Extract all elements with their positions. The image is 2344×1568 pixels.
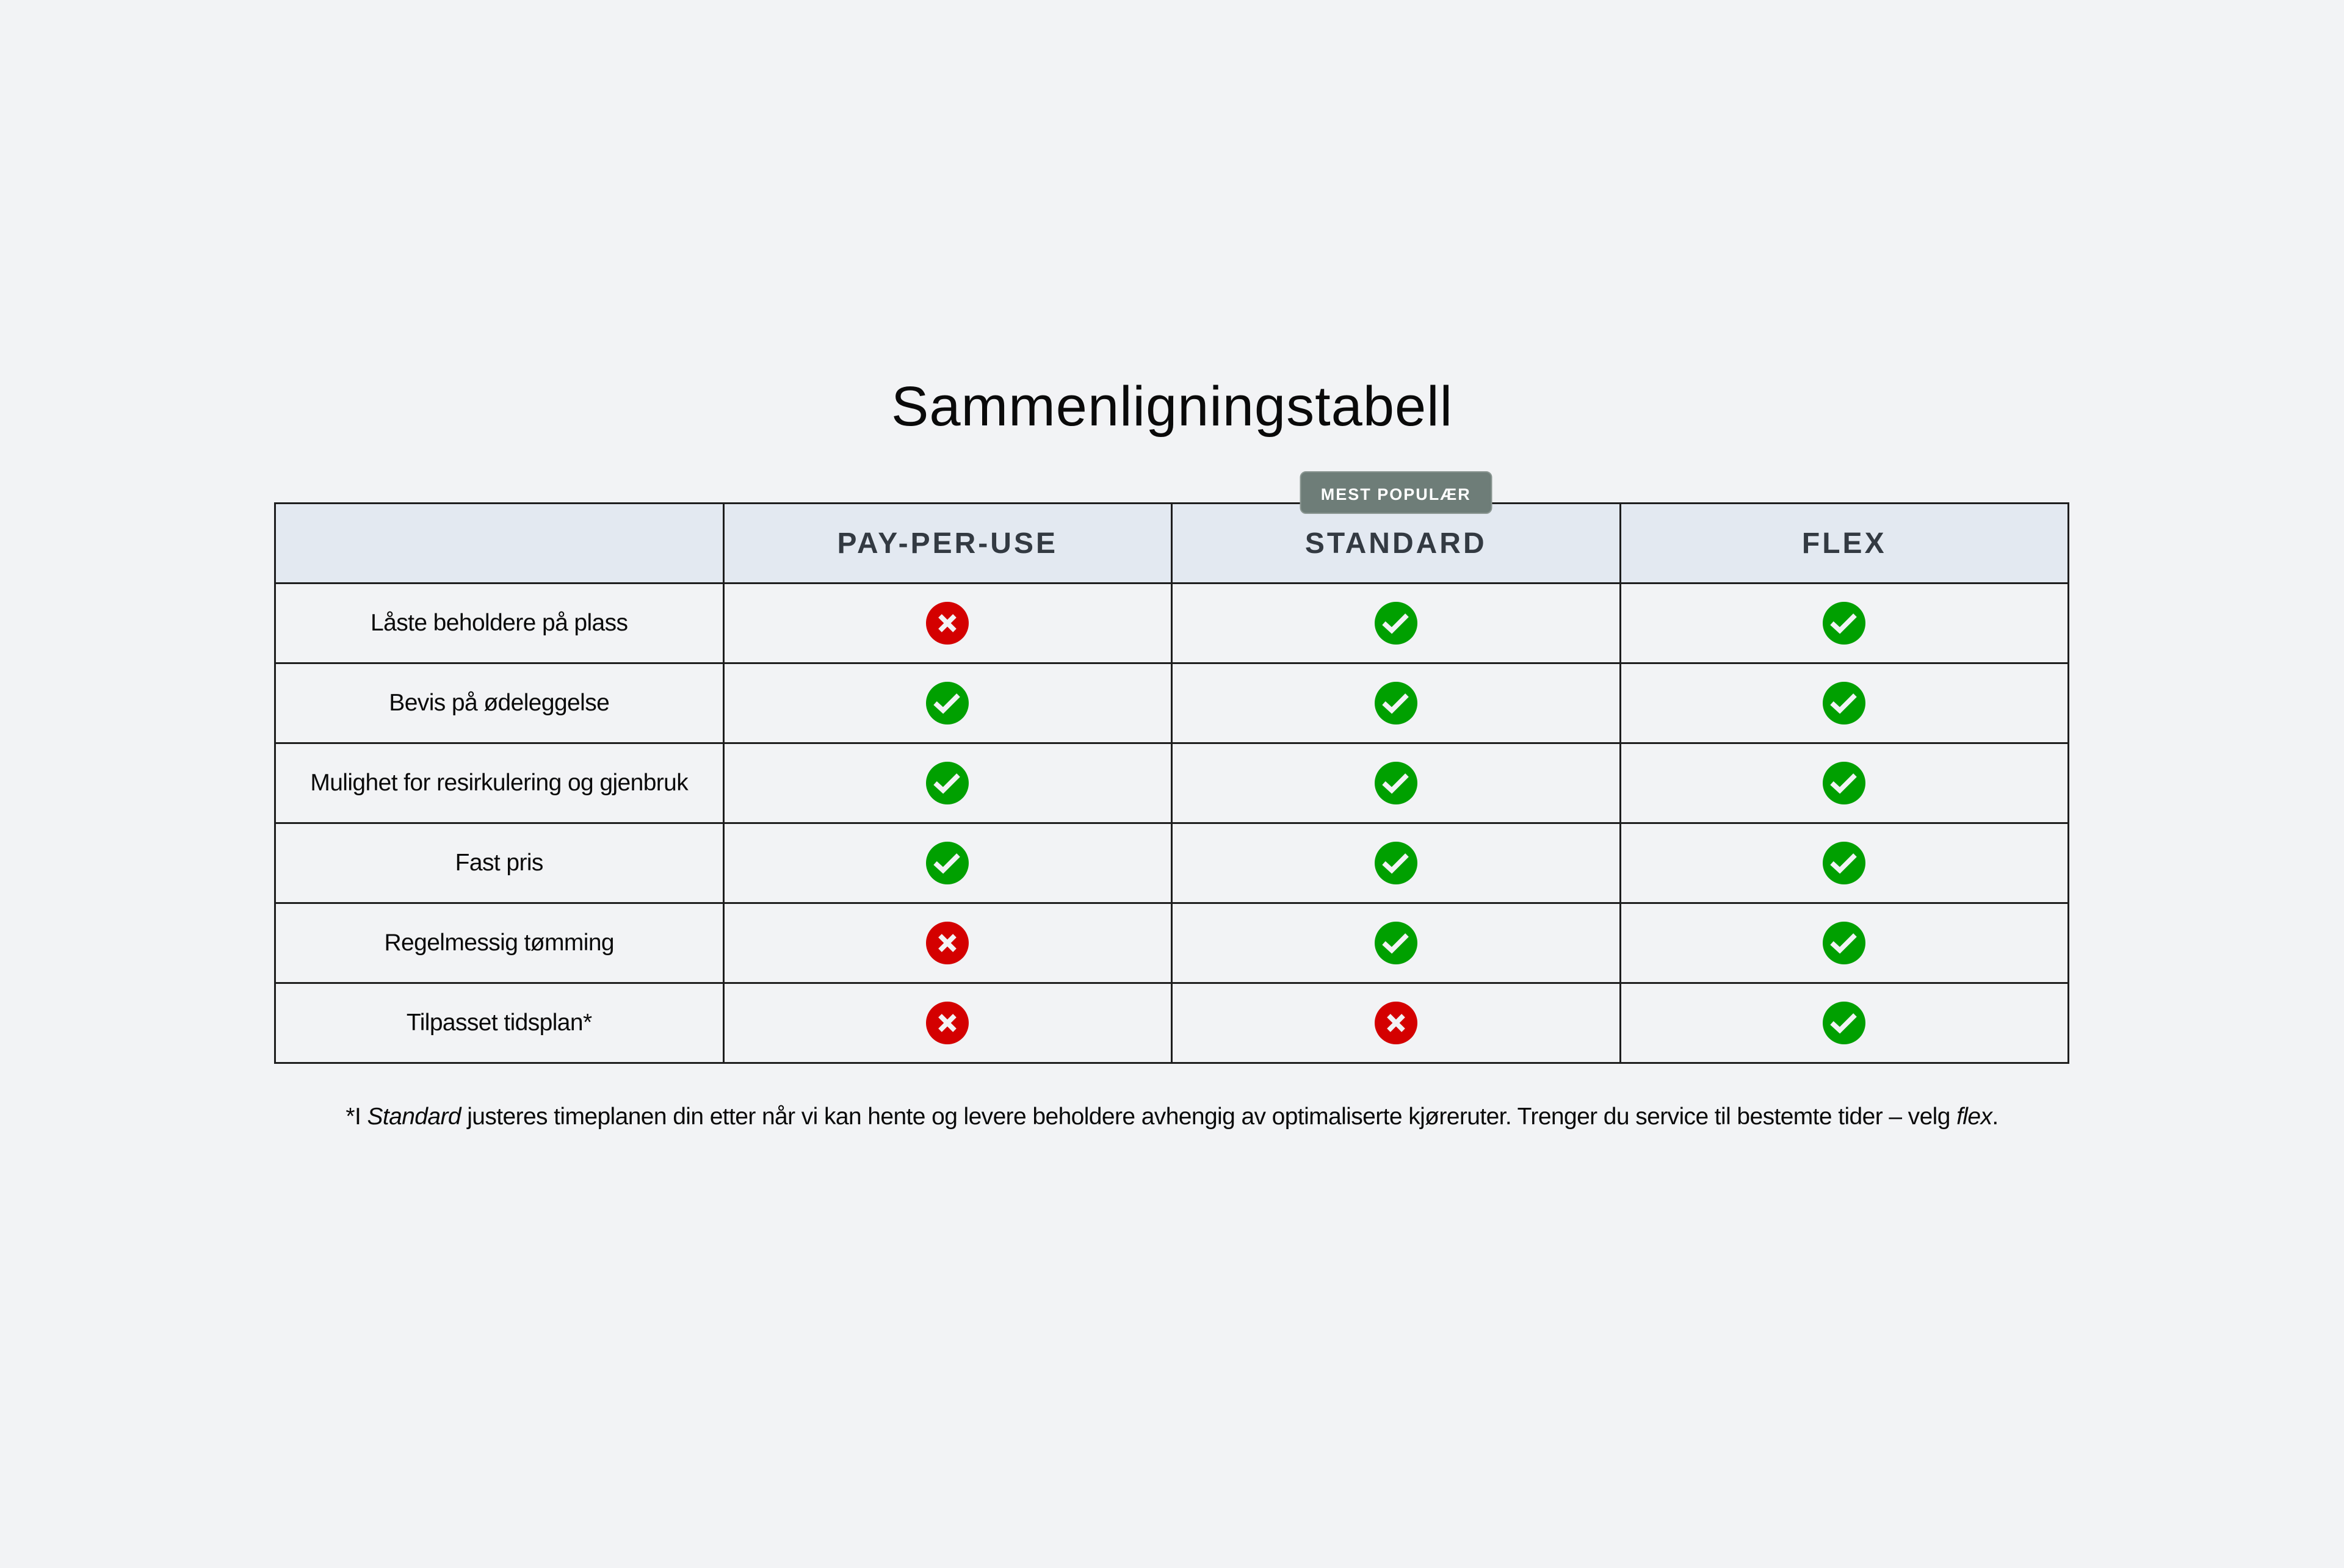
table-header-row: [275, 504, 2069, 583]
x-circle-icon: [1374, 1001, 1418, 1045]
comparison-table-container: [274, 485, 2069, 1064]
check-circle-icon: [1822, 921, 1866, 965]
value-cell-pay-per-use: [723, 743, 1172, 823]
feature-cell: [275, 743, 724, 823]
header-cell-standard: [1172, 485, 1621, 583]
footnote-suffix: .: [1992, 1104, 1999, 1130]
header-cell-feature: [275, 504, 724, 583]
footnote-body: justeres timeplanen din etter når vi kan hente og levere beholdere avhengig av optimaliserte kjøreruter. Trenger du service til bestemte tider – velg: [460, 1104, 1957, 1130]
footnote-italic-standard: Standard: [367, 1104, 461, 1130]
check-circle-icon: [1822, 841, 1866, 885]
value-cell-standard: [1172, 823, 1621, 903]
check-circle-icon: [1822, 1001, 1866, 1045]
value-cell-standard: [1172, 663, 1621, 743]
table-row: [275, 903, 2069, 983]
check-circle-icon: [1374, 761, 1418, 805]
x-circle-icon: [925, 921, 969, 965]
feature-label: Fast pris: [455, 850, 543, 876]
table-row: [275, 583, 2069, 663]
plan-label-standard: STANDARD: [1304, 527, 1487, 560]
check-circle-icon: [1822, 601, 1866, 645]
value-cell-pay-per-use: [723, 823, 1172, 903]
table-row: [275, 823, 2069, 903]
x-circle-icon: [925, 601, 969, 645]
table-row: [275, 983, 2069, 1063]
value-cell-pay-per-use: [723, 903, 1172, 983]
value-cell-pay-per-use: [723, 663, 1172, 743]
page-title: Sammenligningstabell: [891, 375, 1453, 438]
table-row: [275, 743, 2069, 823]
check-circle-icon: [1374, 681, 1418, 725]
value-cell-flex: [1620, 663, 2069, 743]
feature-label: Regelmessig tømming: [384, 930, 615, 956]
value-cell-pay-per-use: [723, 983, 1172, 1063]
comparison-table: [274, 485, 2069, 1064]
feature-cell: [275, 983, 724, 1063]
header-cell-pay-per-use: [723, 504, 1172, 583]
feature-cell: [275, 583, 724, 663]
plan-label-flex: FLEX: [1801, 527, 1887, 560]
feature-label: Låste beholdere på plass: [371, 610, 628, 636]
value-cell-flex: [1620, 903, 2069, 983]
feature-label: Bevis på ødeleggelse: [389, 690, 610, 716]
feature-cell: [275, 823, 724, 903]
footnote: [0, 1104, 2344, 1130]
value-cell-standard: [1172, 903, 1621, 983]
value-cell-pay-per-use: [723, 583, 1172, 663]
check-circle-icon: [1374, 921, 1418, 965]
check-circle-icon: [925, 681, 969, 725]
plan-label-pay-per-use: PAY-PER-USE: [837, 527, 1058, 560]
check-circle-icon: [1374, 841, 1418, 885]
check-circle-icon: [1822, 761, 1866, 805]
check-circle-icon: [925, 841, 969, 885]
value-cell-flex: [1620, 983, 2069, 1063]
check-circle-icon: [1374, 601, 1418, 645]
value-cell-flex: [1620, 823, 2069, 903]
feature-label: Mulighet for resirkulering og gjenbruk: [310, 770, 689, 796]
feature-label: Tilpasset tidsplan*: [406, 1010, 592, 1036]
value-cell-flex: [1620, 583, 2069, 663]
header-cell-flex: [1620, 504, 2069, 583]
footnote-italic-flex: flex: [1956, 1104, 1992, 1130]
value-cell-flex: [1620, 743, 2069, 823]
check-circle-icon: [925, 761, 969, 805]
value-cell-standard: [1172, 983, 1621, 1063]
footnote-prefix: *I: [345, 1104, 367, 1130]
feature-cell: [275, 903, 724, 983]
table-body: [275, 583, 2069, 1063]
table-row: [275, 663, 2069, 743]
feature-cell: [275, 663, 724, 743]
value-cell-standard: [1172, 583, 1621, 663]
value-cell-standard: [1172, 743, 1621, 823]
most-popular-badge: MEST POPULÆR: [1300, 471, 1492, 514]
x-circle-icon: [925, 1001, 969, 1045]
check-circle-icon: [1822, 681, 1866, 725]
